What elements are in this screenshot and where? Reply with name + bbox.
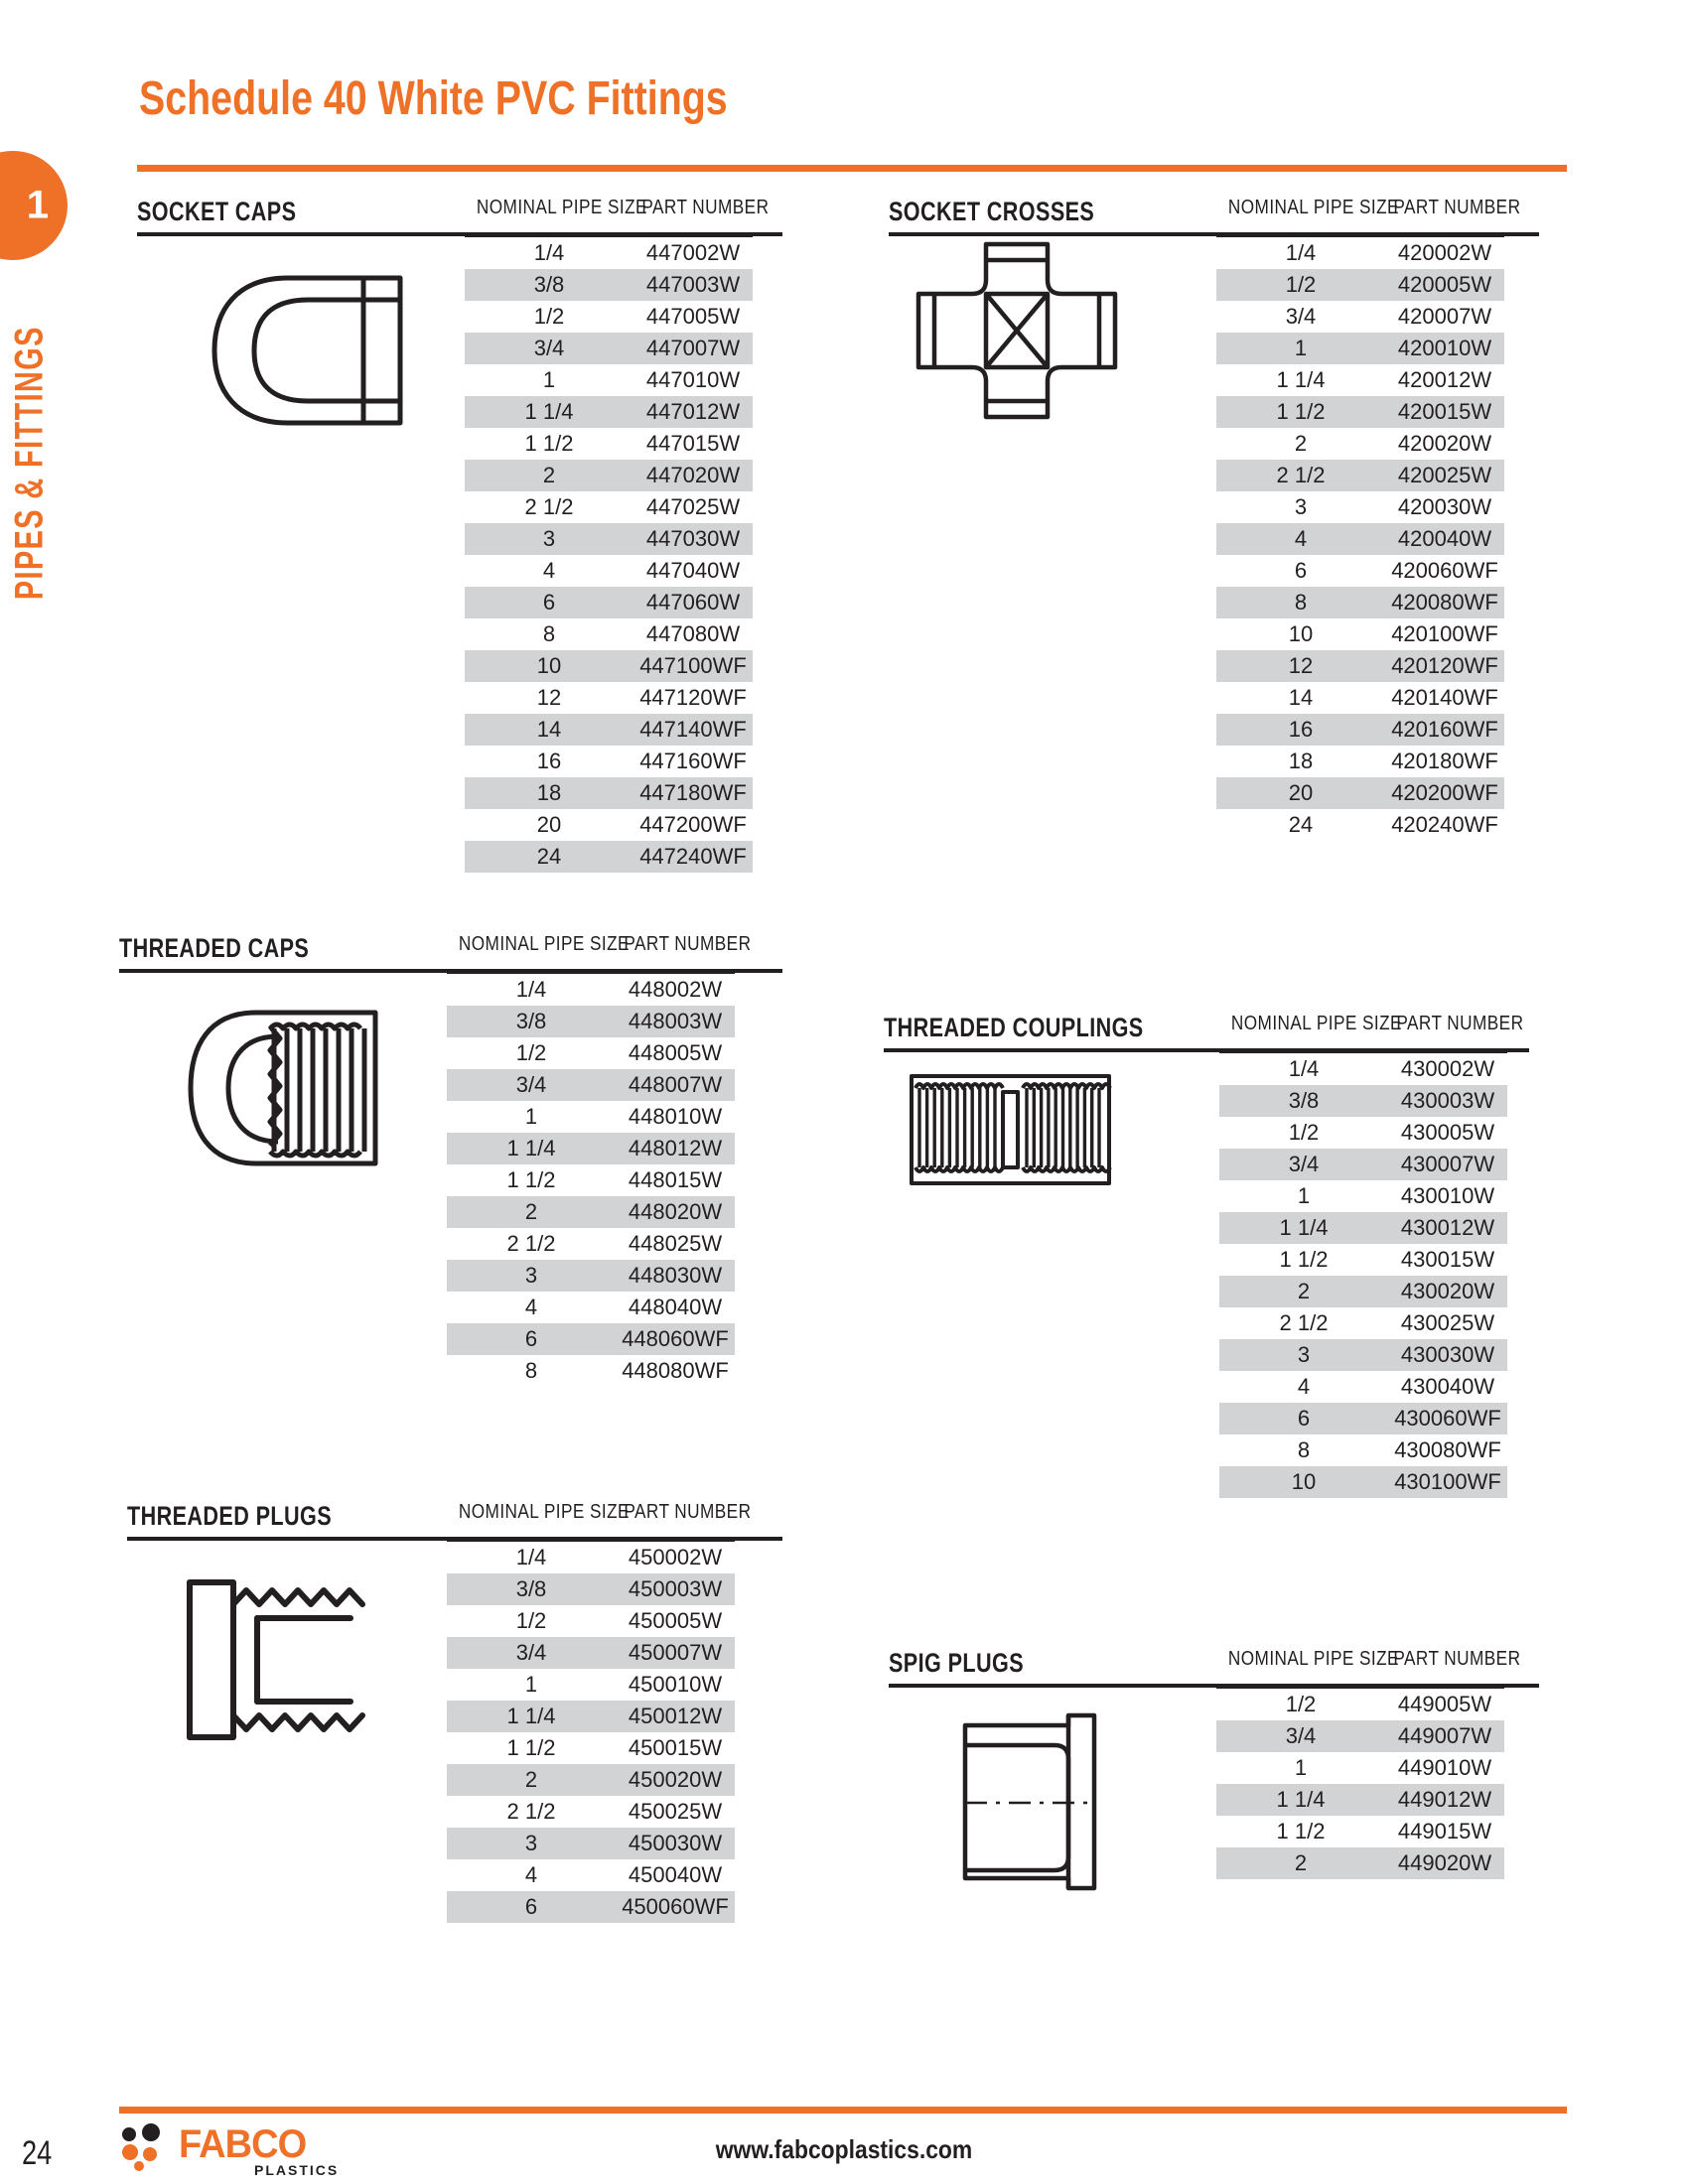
table-row [1216,396,1504,428]
cell-part-number: 430020W [1400,1279,1495,1303]
cell-part-number: 430040W [1400,1374,1495,1399]
cell-nominal-pipe-size: 24 [536,844,562,869]
table-header-row [465,197,770,232]
table-row [465,396,753,428]
parts-table [1219,1013,1524,1498]
cell-nominal-pipe-size: 1/2 [533,304,565,329]
table-row [1216,650,1504,682]
column-header-nominal-pipe-size: NOMINAL PIPE SIZE [1230,1013,1402,1034]
table-row [465,491,753,523]
table-row [1219,1212,1507,1244]
cell-nominal-pipe-size: 2 [524,1199,538,1224]
cell-nominal-pipe-size: 8 [1297,1437,1311,1462]
table-row [447,974,735,1006]
cell-nominal-pipe-size: 4 [1294,526,1308,551]
cell-part-number: 420040W [1397,526,1492,551]
cell-part-number: 420002W [1397,240,1492,265]
cell-part-number: 430015W [1400,1247,1495,1272]
cell-part-number: 450007W [628,1640,723,1665]
column-header-part-number: PART NUMBER [624,1501,752,1523]
cell-part-number: 447160WF [639,749,747,773]
cell-part-number: 450060WF [622,1894,729,1919]
cell-nominal-pipe-size: 10 [1288,621,1314,646]
cell-nominal-pipe-size: 12 [536,685,562,710]
column-header-nominal-pipe-size: NOMINAL PIPE SIZE [476,197,647,218]
threaded-coupling-drawing [904,1062,1117,1201]
table-row [1216,1752,1504,1784]
spig-plug-drawing [943,1707,1117,1901]
cell-nominal-pipe-size: 1 1/2 [506,1735,556,1760]
table-row [447,1891,735,1923]
table-row [465,777,753,809]
table-row [1216,1720,1504,1752]
table-row [447,1573,735,1605]
cell-nominal-pipe-size: 1 1/2 [506,1167,556,1192]
table-row [465,841,753,873]
cell-nominal-pipe-size: 4 [524,1295,538,1319]
table-row [465,555,753,587]
cell-part-number: 420030W [1397,494,1492,519]
cell-part-number: 448030W [628,1263,723,1288]
cell-part-number: 448007W [628,1072,723,1097]
socket-cap-drawing [197,256,425,450]
cell-nominal-pipe-size: 3/4 [1285,1723,1317,1748]
cell-part-number: 420025W [1397,463,1492,487]
chapter-number-badge [0,151,68,260]
cell-part-number: 447100WF [639,653,747,678]
sidebar-category-tab [0,151,68,687]
cell-nominal-pipe-size: 3/4 [1288,1152,1320,1176]
cell-part-number: 450030W [628,1831,723,1855]
cell-part-number: 447010W [645,367,741,392]
cell-nominal-pipe-size: 1 [1294,336,1308,360]
table-row [1216,1847,1504,1879]
cell-nominal-pipe-size: 3/4 [515,1072,547,1097]
cell-nominal-pipe-size: 18 [536,780,562,805]
table-row [447,1196,735,1228]
column-header-part-number: PART NUMBER [1396,1013,1524,1034]
table-row [1219,1085,1507,1117]
cell-part-number: 450010W [628,1672,723,1697]
cell-part-number: 430030W [1400,1342,1495,1367]
cell-nominal-pipe-size: 1/2 [1288,1120,1320,1145]
cell-part-number: 447030W [645,526,741,551]
section-title: SOCKET CROSSES [889,197,1095,226]
cell-part-number: 450015W [628,1735,723,1760]
table-row [1219,1371,1507,1403]
cell-nominal-pipe-size: 1/4 [1285,240,1317,265]
cell-nominal-pipe-size: 4 [1297,1374,1311,1399]
cell-part-number: 447002W [645,240,741,265]
table-row [1216,301,1504,333]
cell-nominal-pipe-size: 1 1/2 [524,431,574,456]
section-title: SPIG PLUGS [889,1648,1025,1678]
cell-nominal-pipe-size: 3/4 [533,336,565,360]
cell-part-number: 450040W [628,1862,723,1887]
cell-nominal-pipe-size: 4 [524,1862,538,1887]
table-row [1216,1784,1504,1816]
column-header-part-number: PART NUMBER [1393,197,1521,218]
table-row [447,1260,735,1292]
table-row [447,1732,735,1764]
table-row [1216,555,1504,587]
cell-part-number: 430100WF [1394,1469,1501,1494]
table-row [447,1228,735,1260]
cell-nominal-pipe-size: 3 [1297,1342,1311,1367]
cell-nominal-pipe-size: 6 [524,1894,538,1919]
cell-part-number: 448060WF [622,1326,729,1351]
table-row [1219,1339,1507,1371]
cell-nominal-pipe-size: 3/8 [533,272,565,297]
table-row [447,1637,735,1669]
cell-part-number: 430005W [1400,1120,1495,1145]
cell-nominal-pipe-size: 6 [542,590,556,614]
table-header-row [1216,1648,1521,1684]
cell-nominal-pipe-size: 3/8 [515,1009,547,1033]
table-row [465,809,753,841]
table-row [1216,1689,1504,1720]
section-title: THREADED PLUGS [127,1501,333,1531]
table-row [447,1164,735,1196]
table-row [465,682,753,714]
table-row [1216,237,1504,269]
cell-part-number: 449015W [1397,1819,1492,1843]
table-row [1219,1307,1507,1339]
cell-nominal-pipe-size: 1 1/4 [506,1136,556,1160]
socket-cross-drawing [909,236,1122,430]
parts-table [447,933,752,1387]
cell-part-number: 420015W [1397,399,1492,424]
cell-part-number: 420012W [1397,367,1492,392]
table-row [465,523,753,555]
table-row [1219,1434,1507,1466]
cell-part-number: 420100WF [1391,621,1498,646]
cell-part-number: 448003W [628,1009,723,1033]
cell-part-number: 430010W [1400,1183,1495,1208]
table-row [447,1323,735,1355]
cell-nominal-pipe-size: 1 [542,367,556,392]
table-row [447,1542,735,1573]
table-row [1216,333,1504,364]
threaded-plug-drawing [162,1561,375,1764]
cell-part-number: 447003W [645,272,741,297]
sidebar-category-label: PIPES & FITTINGS [7,326,52,601]
cell-part-number: 420200WF [1391,780,1498,805]
cell-nominal-pipe-size: 2 1/2 [506,1799,556,1824]
table-row [465,269,753,301]
cell-nominal-pipe-size: 2 1/2 [524,494,574,519]
cell-nominal-pipe-size: 1/2 [515,1040,547,1065]
cell-nominal-pipe-size: 10 [1291,1469,1317,1494]
parts-table [465,197,770,873]
parts-table [1216,197,1521,841]
cell-part-number: 420020W [1397,431,1492,456]
cell-part-number: 447080W [645,621,741,646]
cell-nominal-pipe-size: 1 [524,1104,538,1129]
cell-nominal-pipe-size: 1/4 [533,240,565,265]
cell-nominal-pipe-size: 3/4 [515,1640,547,1665]
table-row [1219,1466,1507,1498]
cell-part-number: 420060WF [1391,558,1498,583]
cell-nominal-pipe-size: 2 [1294,1850,1308,1875]
table-row [1216,777,1504,809]
cell-part-number: 450012W [628,1704,723,1728]
cell-part-number: 420120WF [1391,653,1498,678]
cell-part-number: 447007W [645,336,741,360]
cell-nominal-pipe-size: 18 [1288,749,1314,773]
cell-nominal-pipe-size: 3 [542,526,556,551]
cell-nominal-pipe-size: 3/4 [1285,304,1317,329]
logo-wordmark: FABCO [179,2122,307,2166]
cell-part-number: 448012W [628,1136,723,1160]
cell-part-number: 420180WF [1391,749,1498,773]
cell-nominal-pipe-size: 2 [1294,431,1308,456]
table-row [1216,364,1504,396]
table-row [1219,1403,1507,1434]
cell-nominal-pipe-size: 16 [1288,717,1314,742]
cell-part-number: 430080WF [1394,1437,1501,1462]
cell-part-number: 447025W [645,494,741,519]
parts-table [447,1501,752,1923]
table-row [1216,618,1504,650]
table-row [1216,460,1504,491]
table-row [447,1101,735,1133]
page-number: 24 [22,2134,53,2172]
table-row [1216,491,1504,523]
cell-part-number: 430060WF [1394,1406,1501,1431]
table-row [1216,587,1504,618]
cell-part-number: 448020W [628,1199,723,1224]
table-row [465,650,753,682]
table-row [1216,523,1504,555]
chapter-number: 1 [26,183,50,227]
table-row [1219,1180,1507,1212]
table-row [447,1355,735,1387]
cell-nominal-pipe-size: 20 [536,812,562,837]
cell-nominal-pipe-size: 8 [1294,590,1308,614]
cell-part-number: 450020W [628,1767,723,1792]
cell-nominal-pipe-size: 6 [1294,558,1308,583]
table-row [1219,1244,1507,1276]
cell-part-number: 449020W [1397,1850,1492,1875]
table-row [447,1006,735,1037]
cell-part-number: 447005W [645,304,741,329]
cell-nominal-pipe-size: 4 [542,558,556,583]
cell-nominal-pipe-size: 14 [1288,685,1314,710]
cell-nominal-pipe-size: 3 [524,1831,538,1855]
cell-part-number: 450025W [628,1799,723,1824]
cell-nominal-pipe-size: 24 [1288,812,1314,837]
table-row [1219,1117,1507,1149]
cell-nominal-pipe-size: 12 [1288,653,1314,678]
title-divider [137,165,1567,172]
cell-nominal-pipe-size: 1/4 [1288,1056,1320,1081]
logo-subtext: PLASTICS [254,2162,340,2178]
cell-part-number: 447015W [645,431,741,456]
cell-nominal-pipe-size: 1 1/2 [1276,1819,1326,1843]
cell-part-number: 447140WF [639,717,747,742]
cell-part-number: 420007W [1397,304,1492,329]
cell-part-number: 448080WF [622,1358,729,1383]
table-row [447,1859,735,1891]
cell-nominal-pipe-size: 3 [1294,494,1308,519]
table-row [447,1828,735,1859]
section-title: THREADED CAPS [119,933,310,963]
cell-nominal-pipe-size: 2 1/2 [1279,1310,1329,1335]
cell-nominal-pipe-size: 6 [1297,1406,1311,1431]
column-header-part-number: PART NUMBER [641,197,770,218]
cell-part-number: 420160WF [1391,717,1498,742]
cell-part-number: 448015W [628,1167,723,1192]
footer-divider [119,2107,1567,2114]
table-header-row [447,933,752,969]
column-header-part-number: PART NUMBER [624,933,752,955]
table-row [447,1133,735,1164]
table-header-row [1216,197,1521,232]
column-header-nominal-pipe-size: NOMINAL PIPE SIZE [1227,1648,1399,1670]
cell-nominal-pipe-size: 1 1/4 [1279,1215,1329,1240]
table-row [1216,809,1504,841]
cell-nominal-pipe-size: 2 1/2 [506,1231,556,1256]
table-row [1219,1149,1507,1180]
cell-nominal-pipe-size: 3/8 [1288,1088,1320,1113]
table-row [465,364,753,396]
cell-part-number: 449012W [1397,1787,1492,1812]
table-row [1216,428,1504,460]
cell-part-number: 420140WF [1391,685,1498,710]
cell-part-number: 450002W [628,1545,723,1570]
cell-nominal-pipe-size: 16 [536,749,562,773]
cell-nominal-pipe-size: 1 1/4 [524,399,574,424]
cell-nominal-pipe-size: 2 [1297,1279,1311,1303]
table-header-row [1219,1013,1524,1048]
table-row [465,333,753,364]
cell-part-number: 448040W [628,1295,723,1319]
cell-part-number: 448005W [628,1040,723,1065]
column-header-nominal-pipe-size: NOMINAL PIPE SIZE [458,1501,630,1523]
cell-part-number: 447060W [645,590,741,614]
cell-part-number: 450003W [628,1576,723,1601]
cell-part-number: 430003W [1400,1088,1495,1113]
table-row [447,1037,735,1069]
table-row [465,714,753,746]
cell-nominal-pipe-size: 1/2 [1285,1692,1317,1716]
parts-table [1216,1648,1521,1879]
table-row [1219,1276,1507,1307]
table-row [465,237,753,269]
cell-nominal-pipe-size: 2 [542,463,556,487]
cell-part-number: 420005W [1397,272,1492,297]
cell-nominal-pipe-size: 1/4 [515,1545,547,1570]
cell-part-number: 430025W [1400,1310,1495,1335]
cell-nominal-pipe-size: 1/4 [515,977,547,1002]
table-row [465,618,753,650]
cell-part-number: 430007W [1400,1152,1495,1176]
cell-nominal-pipe-size: 1 1/4 [1276,367,1326,392]
cell-part-number: 447200WF [639,812,747,837]
cell-nominal-pipe-size: 1 1/4 [1276,1787,1326,1812]
table-row [1216,1816,1504,1847]
cell-part-number: 430012W [1400,1215,1495,1240]
table-row [1216,682,1504,714]
column-header-nominal-pipe-size: NOMINAL PIPE SIZE [1227,197,1399,218]
threaded-cap-drawing [179,993,402,1191]
table-header-row [447,1501,752,1537]
cell-part-number: 447120WF [639,685,747,710]
cell-nominal-pipe-size: 1 [1297,1183,1311,1208]
cell-nominal-pipe-size: 20 [1288,780,1314,805]
cell-part-number: 447012W [645,399,741,424]
cell-part-number: 420080WF [1391,590,1498,614]
table-row [447,1069,735,1101]
cell-nominal-pipe-size: 3 [524,1263,538,1288]
cell-part-number: 449010W [1397,1755,1492,1780]
table-row [447,1669,735,1701]
cell-part-number: 449005W [1397,1692,1492,1716]
page-title: Schedule 40 White PVC Fittings [139,72,728,125]
table-row [465,587,753,618]
cell-nominal-pipe-size: 1/2 [1285,272,1317,297]
table-row [465,428,753,460]
table-row [465,746,753,777]
website-url: www.fabcoplastics.com [715,2134,973,2164]
table-row [1219,1053,1507,1085]
cell-nominal-pipe-size: 1 1/2 [1279,1247,1329,1272]
cell-nominal-pipe-size: 8 [542,621,556,646]
table-row [1216,269,1504,301]
cell-nominal-pipe-size: 2 1/2 [1276,463,1326,487]
table-row [447,1605,735,1637]
table-row [447,1764,735,1796]
table-row [447,1292,735,1323]
section-title: THREADED COUPLINGS [884,1013,1144,1042]
cell-part-number: 448025W [628,1231,723,1256]
section-title: SOCKET CAPS [137,197,297,226]
cell-nominal-pipe-size: 1 1/4 [506,1704,556,1728]
cell-part-number: 447040W [645,558,741,583]
cell-nominal-pipe-size: 10 [536,653,562,678]
cell-nominal-pipe-size: 6 [524,1326,538,1351]
cell-part-number: 448002W [628,977,723,1002]
cell-part-number: 448010W [628,1104,723,1129]
cell-nominal-pipe-size: 2 [524,1767,538,1792]
cell-nominal-pipe-size: 1 [1294,1755,1308,1780]
table-row [1216,746,1504,777]
cell-nominal-pipe-size: 14 [536,717,562,742]
cell-part-number: 447020W [645,463,741,487]
cell-part-number: 430002W [1400,1056,1495,1081]
table-row [465,301,753,333]
table-row [465,460,753,491]
cell-nominal-pipe-size: 1 [524,1672,538,1697]
column-header-part-number: PART NUMBER [1393,1648,1521,1670]
cell-part-number: 449007W [1397,1723,1492,1748]
table-row [1216,714,1504,746]
cell-nominal-pipe-size: 3/8 [515,1576,547,1601]
cell-nominal-pipe-size: 8 [524,1358,538,1383]
cell-part-number: 420010W [1397,336,1492,360]
table-row [447,1701,735,1732]
table-row [447,1796,735,1828]
cell-part-number: 447180WF [639,780,747,805]
cell-nominal-pipe-size: 1/2 [515,1608,547,1633]
column-header-nominal-pipe-size: NOMINAL PIPE SIZE [458,933,630,955]
cell-nominal-pipe-size: 1 1/2 [1276,399,1326,424]
cell-part-number: 447240WF [639,844,747,869]
cell-part-number: 420240WF [1391,812,1498,837]
cell-part-number: 450005W [628,1608,723,1633]
